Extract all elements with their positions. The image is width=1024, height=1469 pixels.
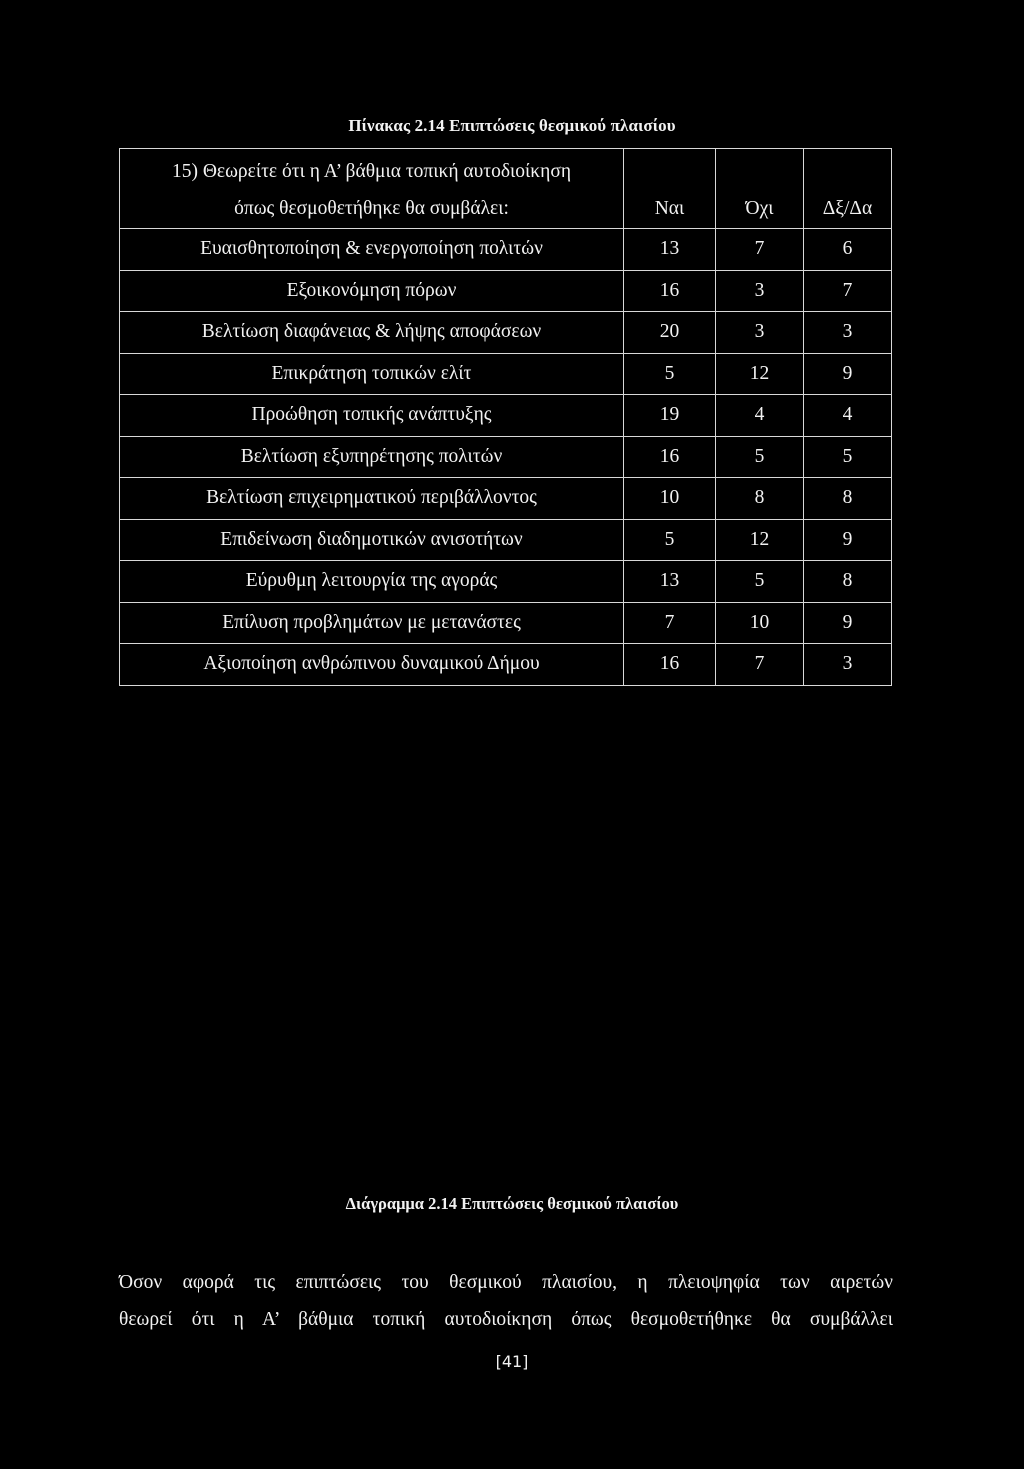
paragraph-line-1: Όσον αφορά τις επιπτώσεις του θεσμικού πλαισίου, η πλειοψηφία των αιρετών	[119, 1272, 893, 1293]
cell-no: 4	[716, 395, 804, 437]
page-number: [41]	[495, 1352, 529, 1371]
cell-yes: 10	[624, 478, 716, 520]
cell-dk: 9	[804, 602, 892, 644]
cell-no: 8	[716, 478, 804, 520]
question-line-2: όπως θεσμοθετήθηκε θα συμβάλει:	[234, 197, 509, 219]
cell-dk: 9	[804, 519, 892, 561]
row-label: Βελτίωση διαφάνειας & λήψης αποφάσεων	[120, 312, 624, 354]
row-label: Βελτίωση εξυπηρέτησης πολιτών	[120, 436, 624, 478]
paragraph-line-2: θεωρεί ότι η Α’ βάθμια τοπική αυτοδιοίκηση όπως θεσμοθετήθηκε θα συμβάλλει	[119, 1309, 893, 1330]
row-label: Εύρυθμη λειτουργία της αγοράς	[120, 561, 624, 603]
cell-dk: 6	[804, 229, 892, 271]
cell-dk: 5	[804, 436, 892, 478]
cell-no: 3	[716, 312, 804, 354]
cell-yes: 13	[624, 561, 716, 603]
table-row	[120, 519, 892, 561]
cell-no: 7	[716, 644, 804, 686]
row-label: Προώθηση τοπικής ανάπτυξης	[120, 395, 624, 437]
column-header-no: Όχι	[716, 149, 804, 229]
cell-no: 3	[716, 270, 804, 312]
cell-no: 5	[716, 561, 804, 603]
cell-no: 5	[716, 436, 804, 478]
cell-dk: 8	[804, 478, 892, 520]
table-row	[120, 395, 892, 437]
cell-yes: 13	[624, 229, 716, 271]
table-row	[120, 312, 892, 354]
cell-no: 12	[716, 353, 804, 395]
row-label: Επιδείνωση διαδημοτικών ανισοτήτων	[120, 519, 624, 561]
cell-yes: 16	[624, 644, 716, 686]
cell-no: 12	[716, 519, 804, 561]
body-paragraph	[119, 1264, 893, 1338]
chart-caption: Διάγραμμα 2.14 Επιπτώσεις θεσμικού πλαισίου	[345, 1194, 679, 1213]
cell-no: 10	[716, 602, 804, 644]
question-line-1: 15) Θεωρείτε ότι η Α’ βάθμια τοπική αυτοδιοίκηση	[171, 160, 572, 182]
table-row	[120, 270, 892, 312]
cell-yes: 19	[624, 395, 716, 437]
row-label: Ευαισθητοποίηση & ενεργοποίηση πολιτών	[120, 229, 624, 271]
column-header-yes: Ναι	[624, 149, 716, 229]
table-row	[120, 602, 892, 644]
table-header-row	[120, 149, 892, 229]
cell-no: 7	[716, 229, 804, 271]
cell-dk: 4	[804, 395, 892, 437]
cell-dk: 8	[804, 561, 892, 603]
cell-yes: 5	[624, 353, 716, 395]
cell-yes: 5	[624, 519, 716, 561]
cell-yes: 16	[624, 436, 716, 478]
question-header	[120, 149, 624, 229]
cell-yes: 7	[624, 602, 716, 644]
cell-dk: 3	[804, 312, 892, 354]
cell-dk: 3	[804, 644, 892, 686]
table-row	[120, 353, 892, 395]
table-caption: Πίνακας 2.14 Επιπτώσεις θεσμικού πλαισίου	[348, 116, 676, 135]
table-row	[120, 229, 892, 271]
cell-dk: 9	[804, 353, 892, 395]
survey-table	[119, 148, 892, 686]
cell-yes: 16	[624, 270, 716, 312]
table-row	[120, 436, 892, 478]
row-label: Επικράτηση τοπικών ελίτ	[120, 353, 624, 395]
table-row	[120, 478, 892, 520]
cell-yes: 20	[624, 312, 716, 354]
cell-dk: 7	[804, 270, 892, 312]
table-row	[120, 561, 892, 603]
table-row	[120, 644, 892, 686]
row-label: Αξιοποίηση ανθρώπινου δυναμικού Δήμου	[120, 644, 624, 686]
row-label: Εξοικονόμηση πόρων	[120, 270, 624, 312]
column-header-dk: Δξ/Δα	[804, 149, 892, 229]
row-label: Βελτίωση επιχειρηματικού περιβάλλοντος	[120, 478, 624, 520]
row-label: Επίλυση προβλημάτων με μετανάστες	[120, 602, 624, 644]
